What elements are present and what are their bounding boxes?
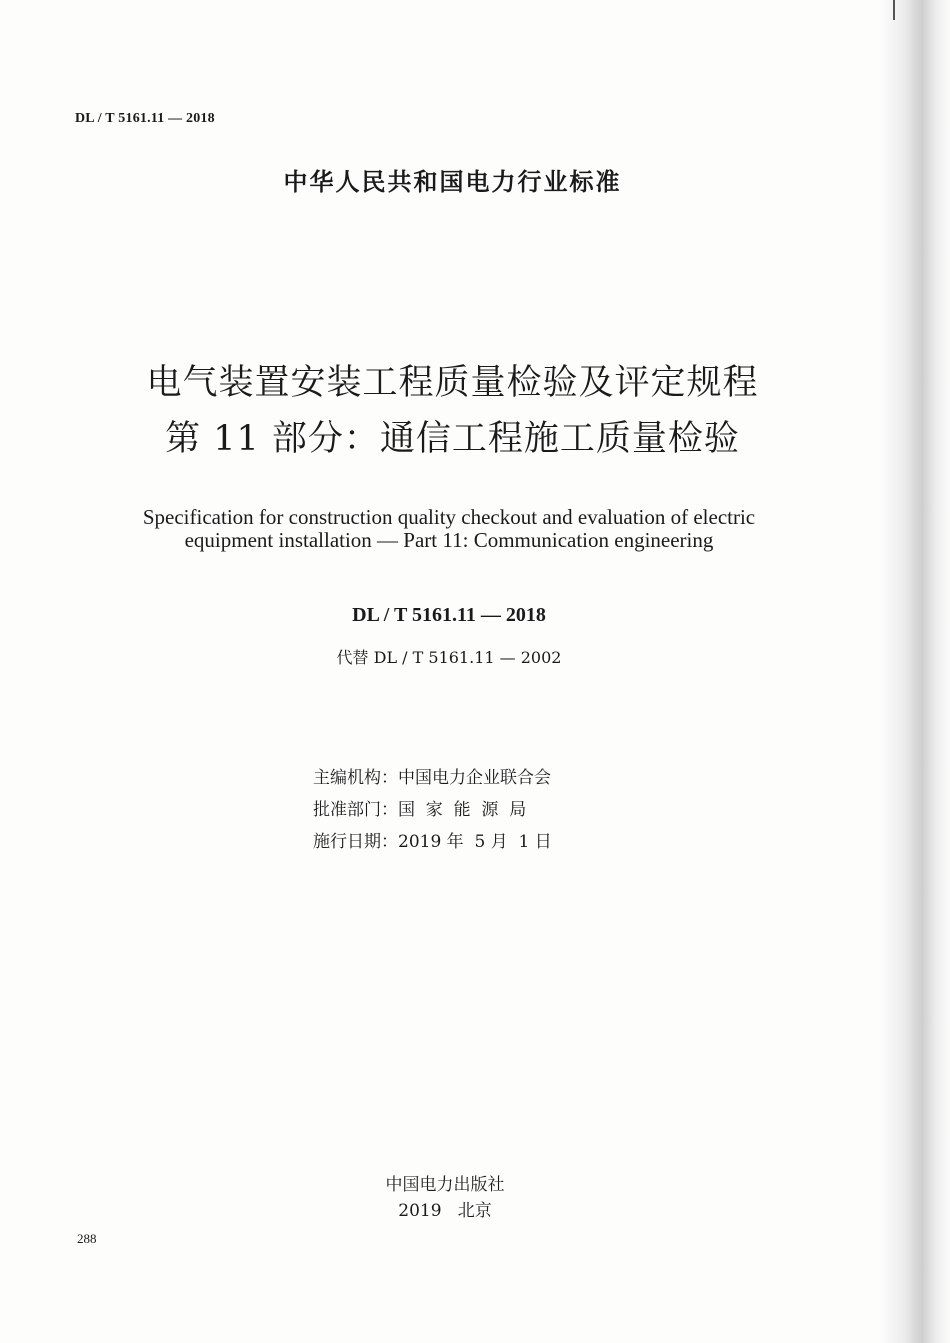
title-zh-line-1: 电气装置安装工程质量检验及评定规程	[146, 363, 759, 403]
standard-info-block	[313, 765, 552, 861]
replaced-standard-code: 代替 DL / T 5161.11 — 2002	[336, 648, 562, 667]
industry-standard-heading: 中华人民共和国电力行业标准	[283, 168, 622, 196]
binding-mark	[893, 0, 895, 20]
title-en-line-2: equipment installation — Part 11: Communication engineering	[184, 528, 714, 552]
title-en-line-1: Specification for construction quality checkout and evaluation of electric	[142, 505, 756, 529]
publication-year-place: 2019 北京	[398, 1201, 492, 1221]
approving-department: 批准部门：国 家 能 源 局	[313, 800, 527, 820]
standard-code: DL / T 5161.11 — 2018	[352, 604, 546, 626]
header-standard-code: DL / T 5161.11 — 2018	[75, 111, 215, 126]
effective-date: 施行日期：2019 年 5 月 1 日	[313, 832, 552, 852]
title-zh-line-2: 第 11 部分：通信工程施工质量检验	[165, 419, 740, 459]
editor-organization: 主编机构：中国电力企业联合会	[313, 768, 551, 788]
binding-shadow	[880, 0, 950, 1343]
page-number: 288	[77, 1231, 97, 1246]
publisher-name: 中国电力出版社	[385, 1175, 505, 1195]
